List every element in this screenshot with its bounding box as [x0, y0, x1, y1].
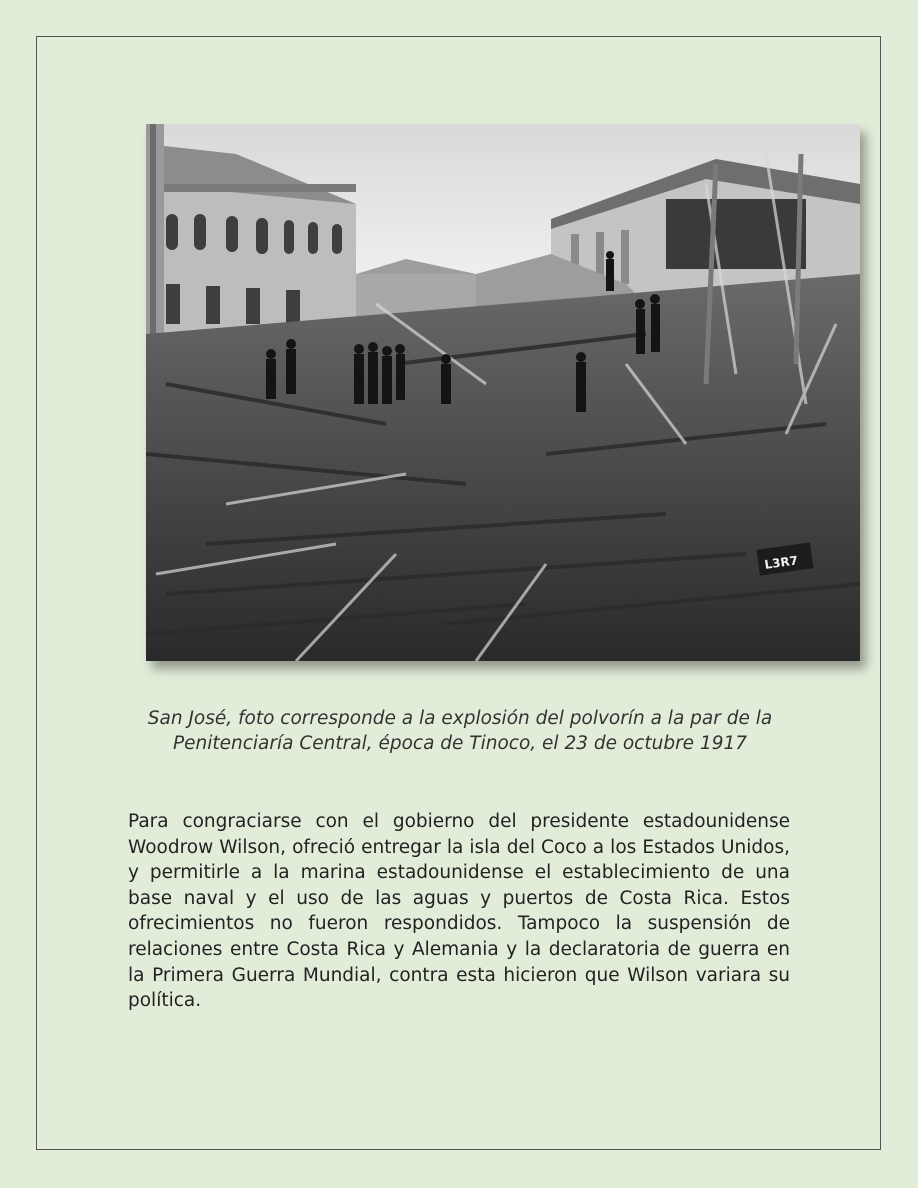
photo-caption: San José, foto corresponde a la explosión del polvorín a la par de la Penitenciaría Central, época de Tinoco, el 23 de octubre 1917 — [147, 708, 773, 754]
body-paragraph: Para congraciarse con el gobierno del presidente estadounidense Woodrow Wilson, ofreció entregar la isla del Coco a los Estados Unidos, y permitirle a la marina estadounidense el establecimiento de una base naval y el uso de las aguas y puertos de Costa Rica. Estos ofrecimientos no fueron respondidos. Tampoco la suspensión de relaciones entre Costa Rica y Alemania y la declaratoria de guerra en la Primera Guerra Mundial, contra esta hicieron que Wilson variara su política. — [128, 811, 790, 1012]
historical-photo — [146, 124, 860, 661]
photo-rubble-scene — [146, 124, 860, 661]
photo-archive-label: L3R7 — [763, 553, 799, 572]
